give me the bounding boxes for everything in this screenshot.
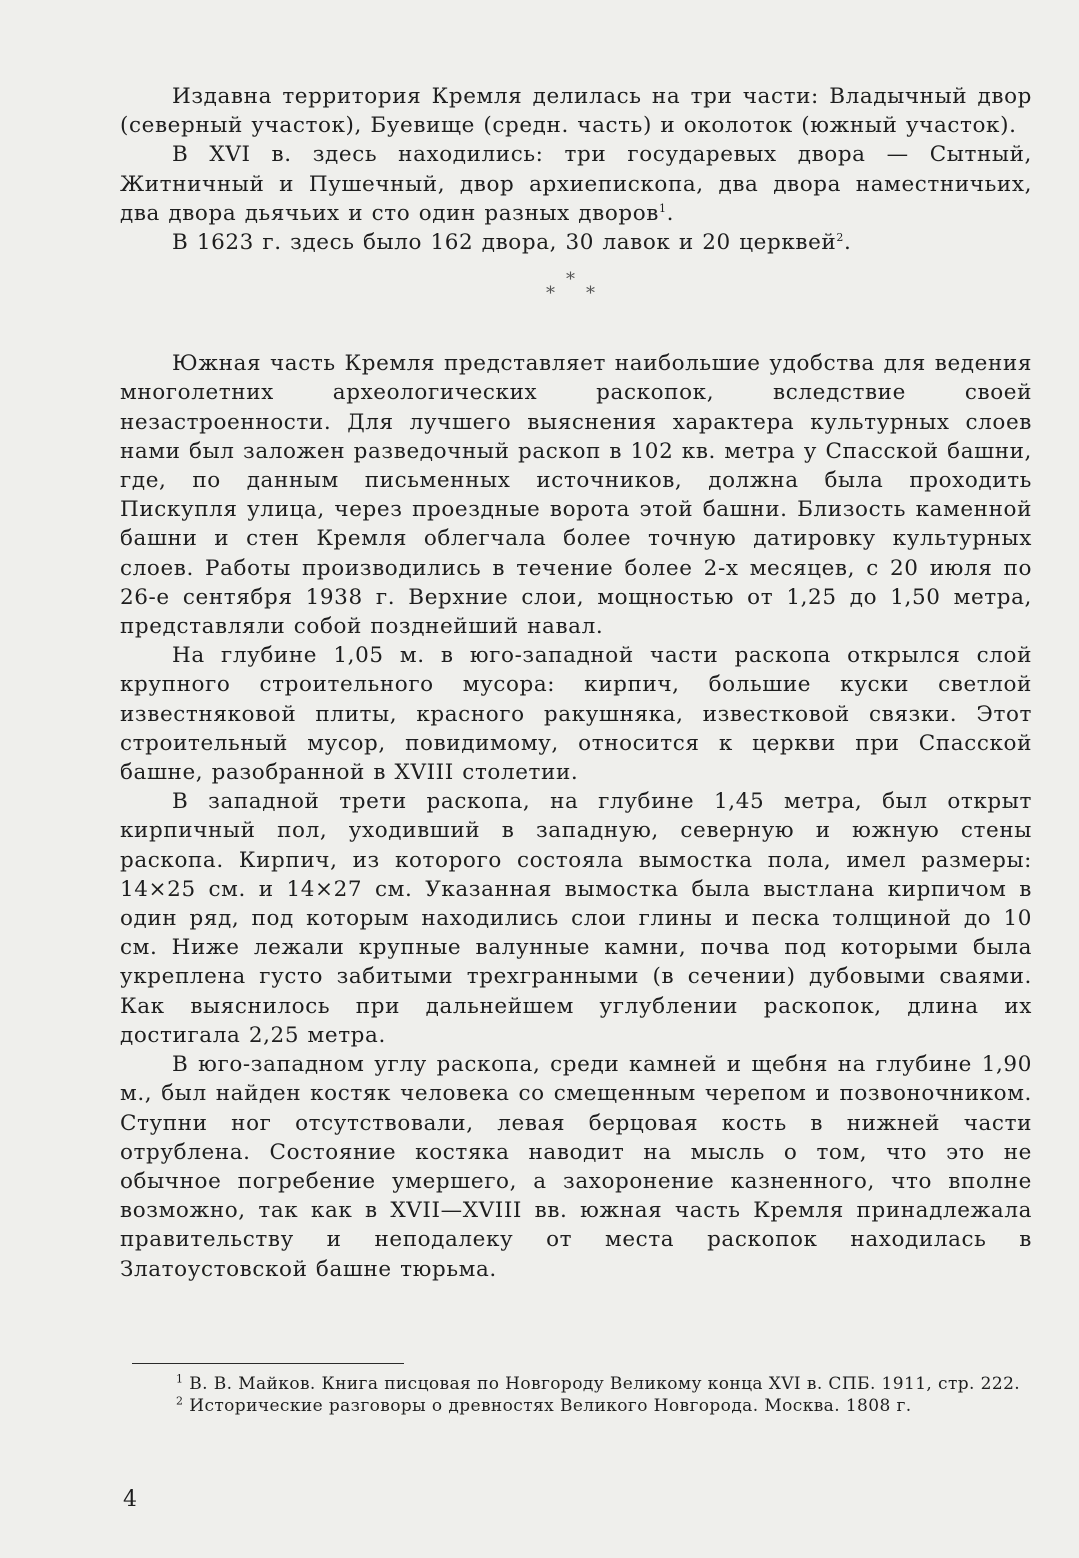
section-separator: * * * — [546, 269, 595, 305]
footnote-ref-2: 2 — [836, 230, 844, 244]
footnote-divider — [132, 1363, 404, 1364]
footnote-ref-1: 1 — [658, 201, 667, 215]
paragraph-territory: Издавна территория Кремля делилась на три части: Владычный двор (северный участок), Буевище (средн. часть) и околоток (южный участок). — [120, 84, 1032, 139]
footnotes — [130, 1373, 1032, 1417]
paragraph-brick-floor: В западной трети раскопа, на глубине 1,45 метра, был открыт кирпичный пол, уходивший в западную, северную и южную стены раскопа. Кирпич, из которого состояла вымостка пола, имел размеры: 14×25 см. и 14×27 см. Указанная вымостка была выстлана кирпичом в один ряд, под которым находились слои глины и песка толщиной до 10 см. Ниже лежали крупные валунные камни, почва под которыми была укреплена густо забитыми трехгранными (в сечении) дубовыми сваями. Как выяснилось при дальнейшем углублении раскопок, длина их достигала 2,25 метра. — [120, 789, 1032, 1048]
footnote-1: $^1$ В. В. Майков. Книга писцовая по Новгороду Великому конца XVI в. СПБ. 1911, стр. 222. — [176, 1372, 1021, 1394]
page-number: 4 — [123, 1487, 137, 1512]
paragraph-debris-layer: На глубине 1,05 м. в юго-западной части раскопа открылся слой крупного строительного мусора: кирпич, большие куски светлой известняковой плиты, красного ракушняка, известковой связки. Этот строительный мусор, повидимому, относится к церкви при Спасской башне, разобранной в XVIII столетии. — [120, 643, 1032, 786]
paragraph-1623: В 1623 г. здесь было 162 двора, 30 лавок и 20 церквей$^2$. — [172, 230, 852, 256]
page-body — [120, 80, 1032, 1520]
paragraph-xvi-century: В XVI в. здесь находились: три государевых двора — Сытный, Житничный и Пушечный, двор архиепископа, два двора наместничьих, два двора дьячьих и сто один разных дворов$^1$. — [120, 142, 1032, 226]
footnote-2: $^2$ Исторические разговоры о древностях Великого Новгорода. Москва. 1808 г. — [176, 1394, 912, 1416]
paragraph-skeleton: В юго-западном углу раскопа, среди камней и щебня на глубине 1,90 м., был найден костяк человека со смещенным черепом и позвоночником. Ступни ног отсутствовали, левая берцовая кость в нижней части отрублена. Состояние костяка наводит на мысль о том, что это не обычное погребение умершего, а захоронение казненного, что вполне возможно, так как в XVII—XVIII вв. южная часть Кремля принадлежала правительству и неподалеку от места раскопок находилась в Златоустовской башне тюрьма. — [120, 1052, 1032, 1282]
paragraph-south-part: Южная часть Кремля представляет наибольшие удобства для ведения многолетних археологических раскопок, вследствие своей незастроенности. Для лучшего выяснения характера культурных слоев нами был заложен разведочный раскоп в 102 кв. метра у Спасской башни, где, по данным письменных источников, должна была проходить Пискупля улица, через проездные ворота этой башни. Близость каменной башни и стен Кремля облегчала более точную датировку культурных слоев. Работы производились в течение более 2-х месяцев, с 20 июля по 26-е сентября 1938 г. Верхние слои, мощностью от 1,25 до 1,50 метра, представляли собой позднейший навал. — [120, 351, 1032, 640]
